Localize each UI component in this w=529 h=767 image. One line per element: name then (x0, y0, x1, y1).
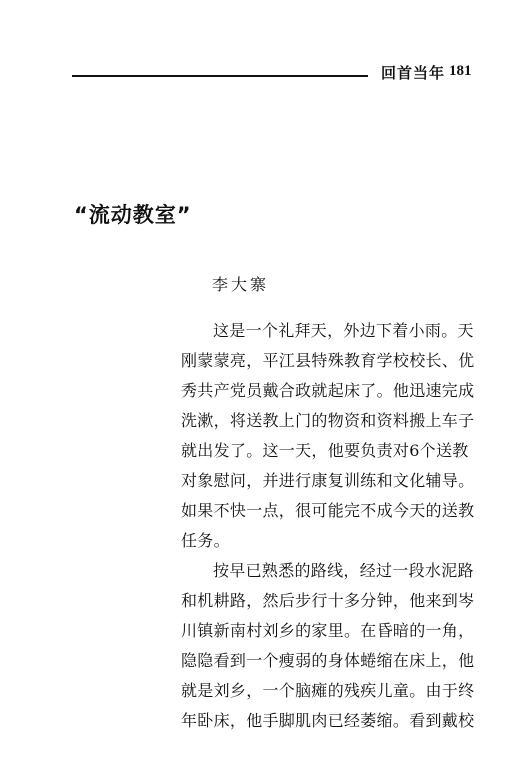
header-rule (72, 75, 368, 77)
text-line: 年卧床，他手脚肌肉已经萎缩。看到戴校 (181, 711, 475, 730)
text-line: 就是刘乡，一个脑瘫的残疾儿童。由于终 (181, 681, 475, 700)
text-line: 刚蒙蒙亮，平江县特殊教育学校校长、优 (181, 351, 475, 370)
paragraph (181, 556, 473, 736)
running-header-title: 回首当年 (381, 64, 446, 82)
text-line: 秀共产党员戴合政就起床了。他迅速完成 (181, 381, 475, 400)
text-line: 按早已熟悉的路线，经过一段水泥路 (213, 561, 474, 580)
author-name: 李大寨 (212, 275, 270, 294)
text-line: 隐隐看到一个瘦弱的身体蜷缩在床上，他 (181, 651, 475, 670)
text-line: 任务。 (181, 531, 230, 550)
text-line: 川镇新南村刘乡的家里。在昏暗的一角， (181, 621, 475, 640)
text-line: 洗漱，将送教上门的物资和资料搬上车子 (181, 411, 475, 430)
article-title: “流动教室” (74, 203, 192, 227)
article-body (181, 316, 473, 736)
text-line: 就出发了。这一天，他要负责对6个送教 (181, 441, 469, 460)
text-line: 对象慰问，并进行康复训练和文化辅导。 (181, 471, 475, 490)
text-line: 这是一个礼拜天，外边下着小雨。天 (213, 321, 474, 340)
page-number: 181 (449, 63, 472, 79)
paragraph (181, 316, 473, 556)
text-line: 如果不快一点，很可能完不成今天的送教 (181, 501, 475, 520)
text-line: 和机耕路，然后步行十多分钟，他来到岑 (181, 591, 475, 610)
